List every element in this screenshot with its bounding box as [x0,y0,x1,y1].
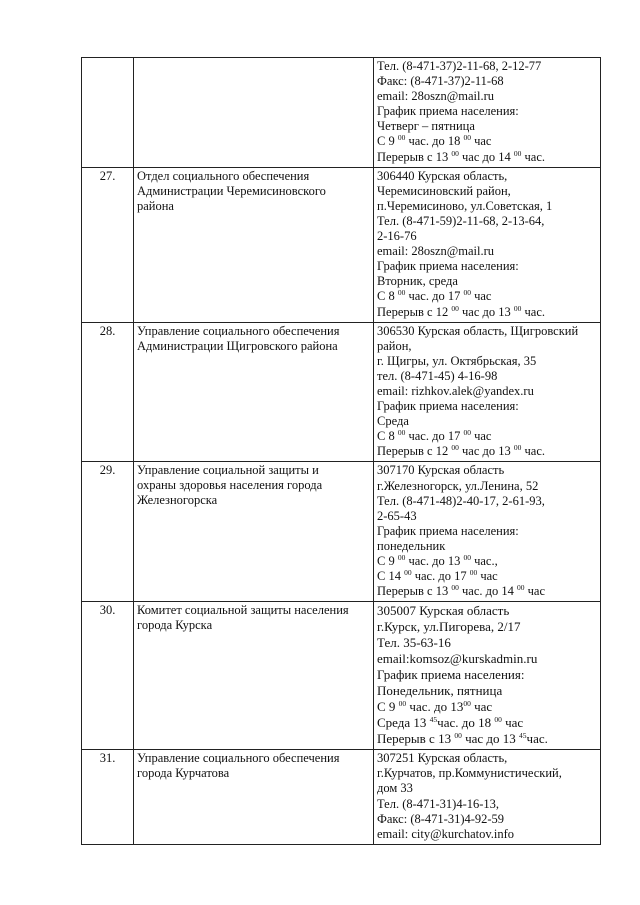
row-number: 31. [82,750,134,845]
contact-info-line [377,699,597,715]
superscript-minutes: 00 [469,568,478,578]
text-segment: Тел. (8-471-31)4-16-13, [377,796,500,811]
contact-info-line [377,59,597,74]
contact-info-line [377,134,597,149]
text-segment: г.Железногорск, ул.Ленина, 52 [377,478,539,493]
table-row [82,602,601,750]
contact-info-line [377,584,597,599]
text-segment: Тел. (8-471-59)2-11-68, 2-13-64, [377,213,545,228]
text-segment: 2-65-43 [377,508,417,523]
text-segment: час [524,584,545,599]
text-segment: email:komsoz@kurskadmin.ru [377,651,538,667]
text-segment: час до 13 [461,731,520,747]
text-segment: 2-16-76 [377,229,417,244]
text-segment: 306530 Курская область, Щигровский [377,323,579,338]
organization-name-line: Управление социального обеспечения [137,323,340,338]
text-segment: час., [470,554,498,568]
contact-info-line [377,635,597,651]
text-segment: email: 28oszn@mail.ru [377,244,495,259]
contacts-table-body [82,58,601,845]
contact-info-line [377,324,597,339]
contact-info-line [377,74,597,89]
text-segment: Среда [377,414,409,429]
contact-info-line [377,494,597,509]
text-segment: понедельник [377,538,446,553]
superscript-minutes: 00 [397,288,406,298]
text-segment: час до 13 [458,444,514,459]
text-segment: час. [521,444,545,459]
text-segment: 305007 Курская область [377,603,510,619]
contact-info-line [377,104,597,119]
text-segment: час. до 18 [437,715,495,731]
contact-info-line [377,399,597,414]
contact-info-line [377,554,597,569]
text-segment: График приема населения: [377,259,519,274]
text-segment: С 8 [377,429,398,444]
contact-info [374,750,601,845]
contact-info-line [377,683,597,699]
contact-info-line [377,569,597,584]
contact-info-line [377,384,597,399]
text-segment: С 9 [377,699,399,715]
text-segment: 307170 Курская область [377,463,505,478]
organization-name-line: Железногорска [137,493,218,508]
superscript-minutes: 00 [397,133,406,143]
contact-info-line [377,354,597,369]
organization-name-line: Управление социального обеспечения [137,751,340,766]
text-segment: час. до 18 [405,134,464,149]
organization-name-line: района [137,198,174,213]
contact-info [374,462,601,602]
contact-info-line [377,184,597,199]
superscript-minutes: 00 [494,715,502,725]
text-segment: час [470,289,492,304]
text-segment: Тел. (8-471-37)2-11-68, 2-12-77 [377,59,542,73]
contact-info-line [377,150,597,165]
contact-info-line [377,119,597,134]
organization-name-line: Администрации Черемисиновского [137,183,326,198]
contact-info-line [377,479,597,494]
organization-name-line: города Курчатова [137,766,230,781]
contact-info-line [377,244,597,259]
text-segment: час. до 17 [405,289,464,304]
superscript-minutes: 00 [513,443,522,453]
contact-info-line [377,274,597,289]
superscript-minutes: 00 [451,303,459,313]
text-segment: Перерыв с 13 [377,149,452,164]
text-segment: час. до 13 [406,699,464,715]
contact-info-line [377,667,597,683]
text-segment: С 9 [377,554,398,568]
superscript-minutes: 00 [451,583,459,593]
text-segment: График приема населения: [377,523,519,538]
organization-name [134,462,374,602]
contact-info-line [377,259,597,274]
organization-name-line: города Курска [137,618,213,633]
text-segment: час [470,429,492,444]
organization-name-line: охраны здоровья населения города [137,478,323,493]
contact-info-line [377,199,597,214]
text-segment: График приема населения: [377,399,519,414]
contact-info-line [377,781,597,796]
contact-info-line [377,524,597,539]
text-segment: п.Черемисиново, ул.Советская, 1 [377,198,553,213]
organization-name-line: Отдел социального обеспечения [137,168,310,183]
text-segment: email: 28oszn@mail.ru [377,89,495,104]
table-row [82,167,601,322]
text-segment: час [470,134,492,149]
superscript-minutes: 00 [451,443,459,453]
organization-name [134,750,374,845]
organization-name-line: Администрации Щигровского района [137,338,338,353]
text-segment: email: city@kurchatov.info [377,826,515,841]
contact-info-line [377,619,597,635]
text-segment: График приема населения: [377,104,519,119]
text-segment: 306440 Курская область, [377,168,508,183]
text-segment: 307251 Курская область, [377,751,508,766]
table-row [82,58,601,168]
superscript-minutes: 00 [463,133,471,143]
text-segment: час. до 17 [405,429,464,444]
text-segment: Тел. (8-471-48)2-40-17, 2-61-93, [377,493,545,508]
text-segment: Перерыв с 12 [377,444,452,459]
contact-info-line [377,539,597,554]
contact-info-line [377,651,597,667]
text-segment: С 8 [377,289,398,304]
contact-info [374,602,601,750]
text-segment: час. [521,304,545,319]
table-row [82,462,601,602]
text-segment: час. до 17 [411,569,470,584]
text-segment: Черемисиновский район, [377,183,511,198]
table-row [82,750,601,845]
text-segment: email: rizhkov.alek@yandex.ru [377,383,534,398]
contact-info-line [377,229,597,244]
contact-info-line [377,827,597,842]
contact-info-line [377,214,597,229]
contact-info-line [377,751,597,766]
contact-info-line [377,369,597,384]
text-segment: час [501,715,524,731]
superscript-minutes: 45 [519,731,527,741]
contact-info-line [377,444,597,459]
contact-info-line [377,89,597,104]
text-segment: Перерыв с 12 [377,304,452,319]
superscript-minutes: 00 [451,148,459,158]
contact-info-line [377,429,597,444]
contact-info-line [377,339,597,354]
organization-name [134,167,374,322]
contact-info-line [377,169,597,184]
contact-info-line [377,715,597,731]
superscript-minutes: 00 [516,583,525,593]
row-number: 27. [82,167,134,322]
text-segment: час. до 14 [458,584,517,599]
text-segment: Четверг – пятница [377,119,475,134]
contacts-table [81,57,601,845]
contact-info-line [377,509,597,524]
contact-info-line [377,463,597,478]
superscript-minutes: 00 [397,428,406,438]
superscript-minutes: 00 [513,303,522,313]
row-number: 28. [82,322,134,462]
text-segment: Перерыв с 13 [377,584,452,599]
text-segment: График приема населения: [377,667,525,683]
contact-info-line [377,305,597,320]
text-segment: дом 33 [377,781,413,796]
text-segment: С 9 [377,134,398,149]
contact-info-line [377,812,597,827]
contact-info [374,167,601,322]
organization-name [134,58,374,168]
contact-info-line [377,414,597,429]
text-segment: район, [377,338,412,353]
superscript-minutes: 00 [463,428,471,438]
contact-info-line [377,289,597,304]
contact-info-line [377,797,597,812]
superscript-minutes: 00 [463,699,471,709]
superscript-minutes: 00 [398,699,407,709]
text-segment: час [477,569,498,584]
text-segment: час [470,699,493,715]
contact-info [374,322,601,462]
text-segment: Факс: (8-471-31)4-92-59 [377,811,505,826]
superscript-minutes: 00 [463,288,471,298]
organization-name-line: Комитет социальной защиты населения [137,603,349,618]
text-segment: Понедельник, пятница [377,683,503,699]
contact-info-line [377,766,597,781]
text-segment: г.Курск, ул.Пигорева, 2/17 [377,619,521,635]
text-segment: г.Курчатов, пр.Коммунистический, [377,766,562,781]
superscript-minutes: 00 [513,148,522,158]
text-segment: Вторник, среда [377,274,458,289]
text-segment: Перерыв с 13 [377,731,455,747]
text-segment: Тел. 35-63-16 [377,635,451,651]
organization-name [134,322,374,462]
text-segment: С 14 [377,569,405,584]
superscript-minutes: 00 [463,553,471,562]
row-number: 30. [82,602,134,750]
text-segment: Факс: (8-471-37)2-11-68 [377,74,504,89]
text-segment: час до 13 [458,304,514,319]
text-segment: г. Щигры, ул. Октябрьская, 35 [377,353,537,368]
text-segment: час. до 13 [405,554,464,568]
text-segment: тел. (8-471-45) 4-16-98 [377,368,498,383]
superscript-minutes: 00 [397,553,406,562]
text-segment: час. [521,149,545,164]
row-number [82,58,134,168]
text-segment: Среда 13 [377,715,430,731]
superscript-minutes: 00 [454,731,462,741]
table-row [82,322,601,462]
text-segment: час до 14 [458,149,514,164]
organization-name-line: Управление социальной защиты и [137,463,319,478]
superscript-minutes: 45 [429,715,438,725]
row-number: 29. [82,462,134,602]
contact-info-line [377,603,597,619]
contact-info [374,58,601,168]
superscript-minutes: 00 [404,568,412,578]
organization-name [134,602,374,750]
text-segment: час. [526,731,548,747]
contact-info-line [377,731,597,747]
